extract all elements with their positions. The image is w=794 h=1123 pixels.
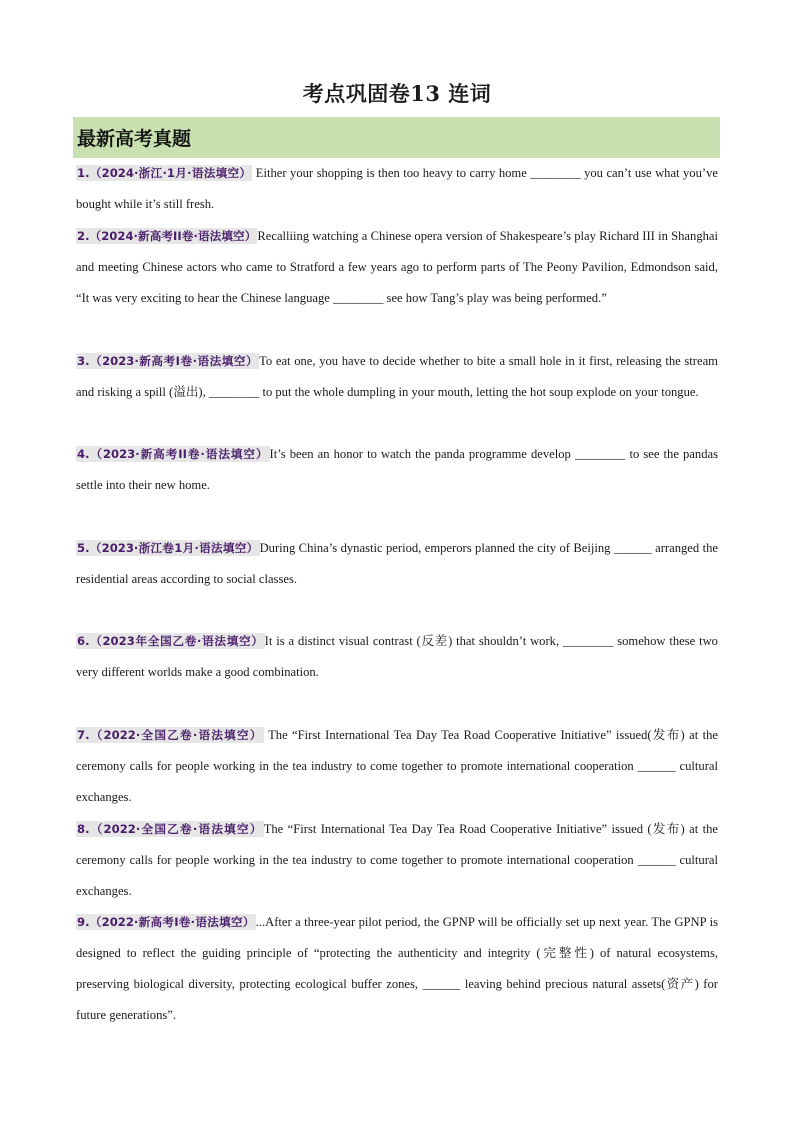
question-8 [76, 814, 718, 907]
question-source-tag: 5.（2023·浙江卷1月·语法填空） [77, 541, 259, 555]
question-1 [76, 158, 718, 220]
question-text: ...After a three-year pilot period, the GPNP will be officially set up next year. The GPNP is designed to reflect the guiding principle of “protecting the authenticity and integrity (完整性) of natural ecosystems, preserving biological diversity, protecting ecological buffer zones, ______ leaving behind precious natural assets(资产) for future generations”. [76, 915, 718, 1022]
question-source-tag: 9.（2022·新高考I卷·语法填空） [77, 915, 255, 929]
question-text: Either your shopping is then too heavy to carry home ________ you can’t use what you’ve bought while it’s still fresh. [76, 166, 718, 211]
question-source-tag: 6.（2023年全国乙卷·语法填空） [77, 634, 264, 648]
question-2 [76, 221, 718, 314]
question-source-tag: 4.（2023·新高考II卷·语法填空） [77, 447, 269, 461]
question-5 [76, 533, 718, 595]
question-source-tag: 2.（2024·新高考II卷·语法填空） [77, 229, 257, 243]
question-text: During China’s dynastic period, emperors planned the city of Beijing ______ arranged the residential areas according to social classes. [76, 541, 718, 586]
question-4 [76, 439, 718, 501]
question-source-tag: 1.（2024·浙江·1月·语法填空） [77, 166, 252, 180]
question-7 [76, 720, 718, 813]
question-text: To eat one, you have to decide whether to bite a small hole in it first, releasing the stream and risking a spill (溢出), ________ to put the whole dumpling in your mouth, letting the hot soup explode on your tongue. [76, 354, 718, 399]
section-title: 最新高考真题 [77, 128, 192, 150]
question-source-tag: 8.（2022·全国乙卷·语法填空） [77, 822, 263, 836]
question-9 [76, 907, 718, 1031]
section-banner [73, 117, 720, 158]
question-3 [76, 346, 718, 408]
page-title: 考点巩固卷13 连词 [302, 81, 492, 106]
question-text: The “First International Tea Day Tea Road Cooperative Initiative” issued (发布) at the ceremony calls for people working in the tea industry to come together to promote international cooperation ______ cultural exchanges. [76, 822, 718, 898]
question-source-tag: 7.（2022·全国乙卷·语法填空） [77, 728, 263, 742]
question-text: The “First International Tea Day Tea Road Cooperative Initiative” issued(发布) at the ceremony calls for people working in the tea industry to come together to promote international cooperation ______ cultural exchanges. [76, 728, 718, 804]
question-text: It is a distinct visual contrast (反差) that shouldn’t work, ________ somehow these two very different worlds make a good combination. [76, 634, 718, 679]
question-text: It’s been an honor to watch the panda programme develop ________ to see the pandas settle into their new home. [76, 447, 718, 492]
question-6 [76, 626, 718, 688]
question-source-tag: 3.（2023·新高考I卷·语法填空） [77, 354, 259, 368]
question-text: Recalliing watching a Chinese opera version of Shakespeare’s play Richard III in Shanghai and meeting Chinese actors who came to Stratford a few years ago to perform parts of The Peony Pavilion, Edmondson said, “It was very exciting to hear the Chinese language ________ see how Tang’s play was being performed.” [76, 229, 719, 305]
